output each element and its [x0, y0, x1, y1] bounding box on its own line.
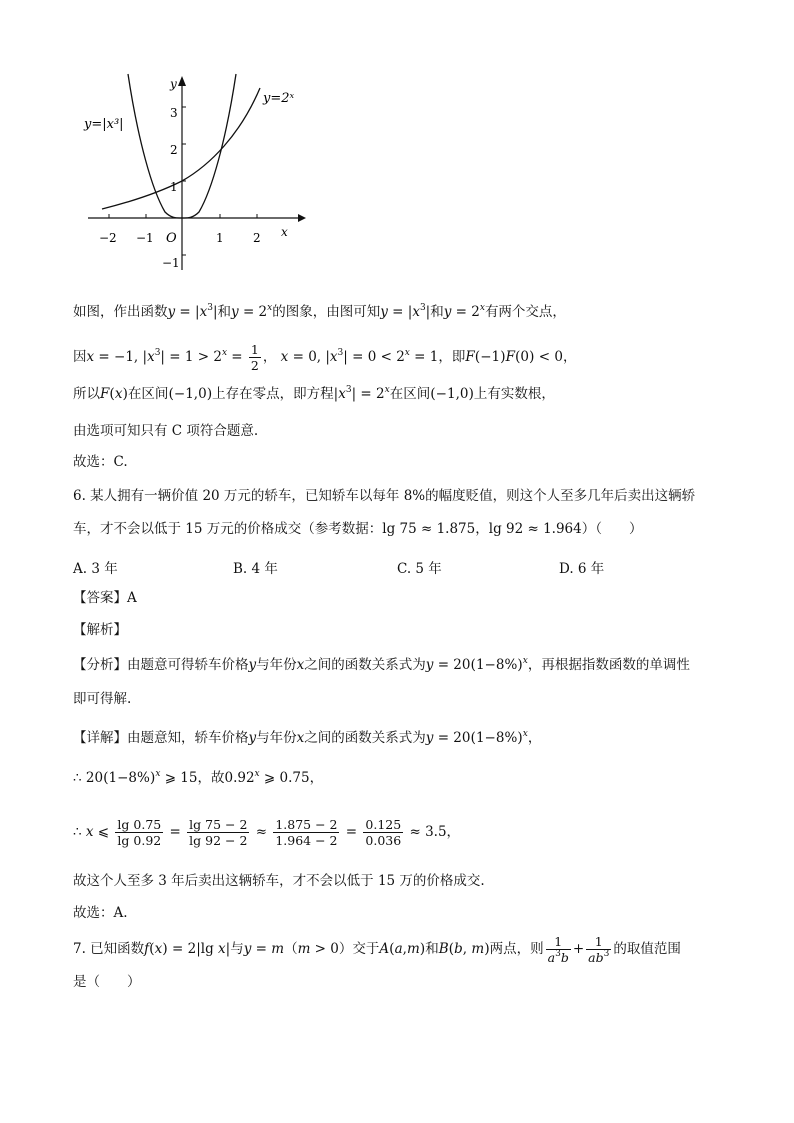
y-tick-label: 1: [170, 180, 178, 194]
function-graph: [80, 70, 310, 275]
option-c[interactable]: C. 5 年: [397, 561, 442, 577]
x-tick-label: 2: [253, 231, 261, 245]
y-axis-arrow: [178, 76, 186, 86]
origin-label: O: [166, 231, 177, 246]
q5-line-2: 因x = −1, $|x^3| = 1 > 2^x$ = $\frac{1}{2}$ ， x = 0, $|x^3| = 0 < 2^x = 1$，即F(−1)F(0) < 0，: [73, 342, 577, 373]
axis-x-label: x: [281, 225, 288, 239]
fraction-half: $\frac{1}{2}$: [250, 342, 259, 373]
q6-detail-2: ∴ $20(1-8\%)^x$ ⩾ 15，故0.92$^x$ ⩾ 0.75，: [73, 769, 324, 786]
q5-line-3: 所以F(x)在区间(−1,0)上存在零点，即方程$|x^3| = 2^x$在区间(−1,0)上有实数根，: [73, 385, 555, 402]
y-tick-label: −1: [162, 256, 180, 270]
jiexi-tag: 【解析】: [73, 622, 127, 638]
label-abs-x3: y=|x³|: [84, 117, 124, 132]
answer-tag: 【答案】A: [73, 590, 137, 606]
x-tick-label: −2: [99, 231, 117, 245]
x-axis-arrow: [298, 214, 306, 222]
y-tick-label: 3: [170, 106, 178, 120]
q6-stem-2: 车，才不会以低于 15 万元的价格成交（参考数据：lg 75 ≈ 1.875，lg 92 ≈ 1.964）（ ）: [73, 521, 643, 537]
q6-conclusion: 故这个人至多 3 年后卖出这辆轿车，才不会以低于 15 万的价格成交.: [73, 873, 485, 889]
q6-detail-3: ∴ x ⩽ $\frac{\lg 0.75}{\lg 0.92}$ = $\frac{\lg 75 - 2}{\lg 92 - 2}$ ≈ $\frac{1.875 - 2}{1.964 - 2}$ = $\frac{0.125}{0.036}$ ≈ 3.5，: [73, 817, 461, 848]
q6-analysis-1: 【分析】由题意可得轿车价格y与年份x之间的函数关系式为$y = 20(1-8\%)^x$，再根据指数函数的单调性: [73, 656, 690, 673]
q5-line-4: 由选项可知只有 C 项符合题意.: [73, 423, 259, 439]
axis-y-label: y: [170, 77, 177, 91]
q6-detail-1: 【详解】由题意知，轿车价格y与年份x之间的函数关系式为$y = 20(1-8\%)^x$，: [73, 729, 542, 746]
q6-answer: 故选：A.: [73, 905, 128, 921]
option-a[interactable]: A. 3 年: [73, 561, 118, 577]
option-b[interactable]: B. 4 年: [233, 561, 278, 577]
curve-two-to-x: [102, 88, 260, 209]
q7-stem-2: 是（ ）: [73, 974, 141, 990]
x-tick-label: 1: [216, 231, 224, 245]
label-2x: y=2ˣ: [263, 91, 295, 106]
q7-stem-1: 7. 已知函数f(x) = 2|lg x|与y = m（m > 0）交于A(a,m)和B(b, m)两点，则 $\frac{1}{a^3b}$ + $\frac{1}{ab^3}$ 的取值范围: [73, 934, 681, 965]
q6-stem-1: 6. 某人拥有一辆价值 20 万元的轿车，已知轿车以每年 8%的幅度贬值，则这个人至多几年后卖出这辆轿: [73, 488, 696, 504]
y-tick-label: 2: [170, 143, 178, 157]
x-tick-label: −1: [136, 231, 154, 245]
option-d[interactable]: D. 6 年: [559, 561, 605, 577]
q5-answer: 故选：C.: [73, 454, 128, 470]
q6-analysis-2: 即可得解.: [73, 691, 132, 707]
q5-line-1: 如图，作出函数$y = |x^3|$和$y = 2^x$的图象，由图可知$y = |x^3|$和$y = 2^x$有两个交点，: [73, 303, 566, 320]
